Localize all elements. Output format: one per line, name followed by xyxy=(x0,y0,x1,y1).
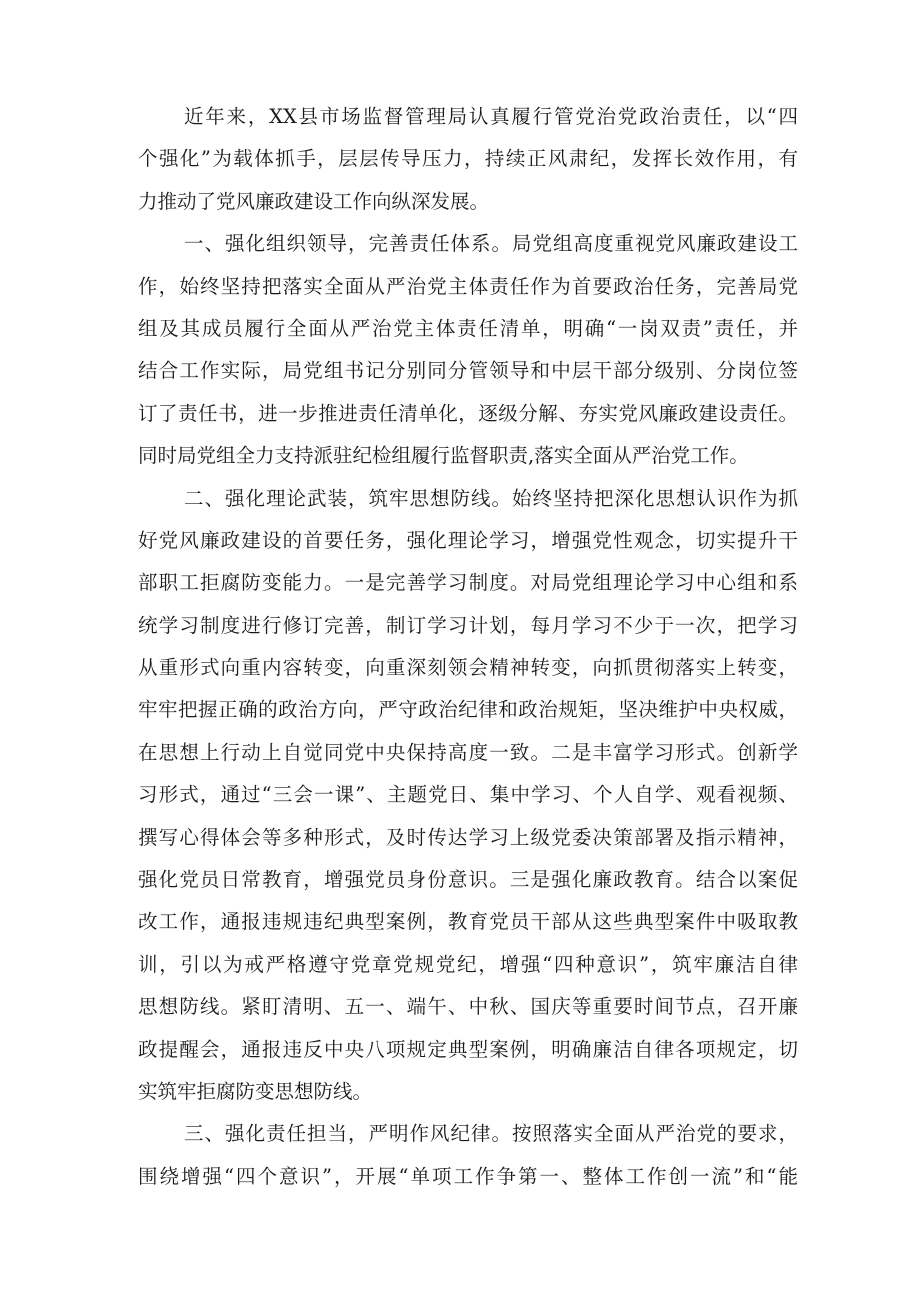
text-line: 统学习制度进行修订完善，制订学习计划，每月学习不少于一次，把学习 xyxy=(138,613,798,637)
text-line: 训，引以为戒严格遵守党章党规党纪，增强“四种意识”，筑牢廉洁自律 xyxy=(138,952,798,976)
text-line: 习形式，通过“三会一课”、主题党日、集中学习、个人自学、观看视频、 xyxy=(138,783,798,807)
text-line: 撰写心得体会等多种形式，及时传达学习上级党委决策部署及指示精神， xyxy=(138,825,798,849)
text-line: 结合工作实际，局党组书记分别同分管领导和中层干部分级别、分岗位签 xyxy=(138,359,798,383)
paragraph-intro xyxy=(138,96,798,223)
document-body xyxy=(138,96,798,1198)
text-line: 组及其成员履行全面从严治党主体责任清单，明确“一岗双责”责任，并 xyxy=(138,316,798,340)
text-line: 三、强化责任担当，严明作风纪律。按照落实全面从严治党的要求， xyxy=(184,1122,798,1146)
text-line: 二、强化理论武装，筑牢思想防线。始终坚持把深化思想认识作为抓 xyxy=(184,486,798,510)
text-line: 好党风廉政建设的首要任务，强化理论学习，增强党性观念，切实提升干 xyxy=(138,528,798,552)
paragraph-section-1 xyxy=(138,223,798,477)
text-line: 同时局党组全力支持派驻纪检组履行监督职责,落实全面从严治党工作。 xyxy=(138,444,749,468)
paragraph-section-2 xyxy=(138,478,798,1114)
text-line: 在思想上行动上自觉同党中央保持高度一致。二是丰富学习形式。创新学 xyxy=(138,740,798,764)
text-line: 从重形式向重内容转变，向重深刻领会精神转变，向抓贯彻落实上转变， xyxy=(138,656,798,680)
text-line: 作，始终坚持把落实全面从严治党主体责任作为首要政治任务，完善局党 xyxy=(138,274,798,298)
text-line: 政提醒会，通报违反中央八项规定典型案例，明确廉洁自律各项规定，切 xyxy=(138,1037,798,1061)
text-line: 改工作，通报违规违纪典型案例，教育党员干部从这些典型案件中吸取教 xyxy=(138,910,798,934)
text-line: 思想防线。紧盯清明、五一、端午、中秋、国庆等重要时间节点，召开廉 xyxy=(138,995,798,1019)
text-line: 订了责任书，进一步推进责任清单化，逐级分解、夯实党风廉政建设责任。 xyxy=(138,401,798,425)
text-line: 个强化”为载体抓手，层层传导压力，持续正风肃纪，发挥长效作用，有 xyxy=(138,147,798,171)
text-line: 部职工拒腐防变能力。一是完善学习制度。对局党组理论学习中心组和系 xyxy=(138,571,798,595)
text-line: 力推动了党风廉政建设工作向纵深发展。 xyxy=(138,189,490,213)
text-line: 一、强化组织领导，完善责任体系。局党组高度重视党风廉政建设工 xyxy=(184,232,798,256)
text-line: 近年来，XX县市场监督管理局认真履行管党治党政治责任，以“四 xyxy=(184,105,798,128)
text-line: 强化党员日常教育，增强党员身份意识。三是强化廉政教育。结合以案促 xyxy=(138,868,798,892)
text-line: 牢牢把握正确的政治方向，严守政治纪律和政治规矩，坚决维护中央权威， xyxy=(138,698,798,722)
text-line: 围绕增强“四个意识”，开展“单项工作争第一、整体工作创一流”和“能 xyxy=(138,1164,798,1188)
text-line: 实筑牢拒腐防变思想防线。 xyxy=(138,1079,373,1103)
paragraph-section-3 xyxy=(138,1113,798,1198)
